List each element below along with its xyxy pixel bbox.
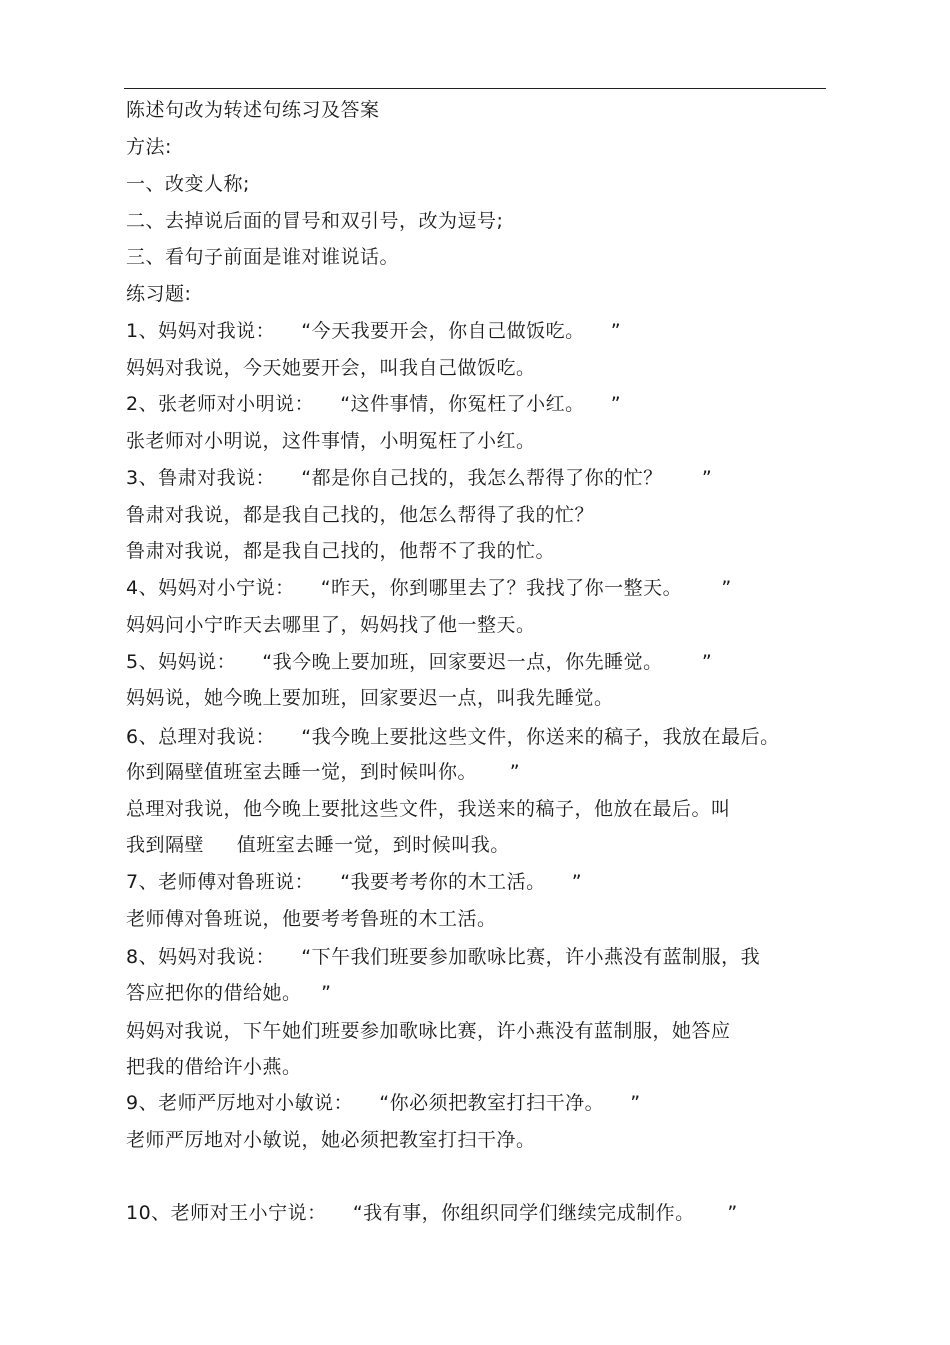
exercise-answer: 老师严厉地对小敏说，她必须把教室打扫干净。 — [126, 1129, 536, 1151]
exercise-answer: 总理对我说，他今晚上要批这些文件，我送来的稿子，他放在最后。叫 — [126, 798, 731, 820]
exercise-question: 4、妈妈对小宁说： “昨天，你到哪里去了？我找了你一整天。 ” — [126, 577, 732, 599]
method-step: 一、改变人称; — [126, 173, 250, 195]
exercise-question: 5、妈妈说： “我今晚上要加班，回家要迟一点，你先睡觉。 ” — [126, 651, 713, 673]
exercise-question: 2、张老师对小明说： “这件事情，你冤枉了小红。 ” — [126, 393, 622, 415]
exercise-answer: 妈妈说，她今晚上要加班，回家要迟一点，叫我先睡觉。 — [126, 687, 614, 709]
exercise-answer: 妈妈对我说，下午她们班要参加歌咏比赛，许小燕没有蓝制服，她答应 — [126, 1020, 731, 1042]
exercise-question-continued: 你到隔壁值班室去睡一觉，到时候叫你。 ” — [126, 761, 521, 783]
exercise-answer-continued: 我到隔壁 值班室去睡一觉，到时候叫我。 — [126, 834, 510, 856]
exercise-heading: 练习题: — [126, 283, 192, 305]
exercise-question: 6、总理对我说： “我今晚上要批这些文件，你送来的稿子，我放在最后。 — [126, 726, 780, 748]
exercise-question: 9、老师严厉地对小敏说： “你必须把教室打扫干净。 ” — [126, 1092, 641, 1114]
exercise-question: 7、老师傅对鲁班说： “我要考考你的木工活。 ” — [126, 871, 583, 893]
exercise-answer: 妈妈问小宁昨天去哪里了，妈妈找了他一整天。 — [126, 614, 536, 636]
exercise-question: 1、妈妈对我说： “今天我要开会，你自己做饭吃。 ” — [126, 320, 622, 342]
exercise-answer: 妈妈对我说，今天她要开会，叫我自己做饭吃。 — [126, 357, 536, 379]
exercise-question: 3、鲁肃对我说： “都是你自己找的，我怎么帮得了你的忙？ ” — [126, 467, 713, 489]
exercise-answer: 鲁肃对我说，都是我自己找的，他帮不了我的忙。 — [126, 540, 556, 562]
method-step: 三、看句子前面是谁对谁说话。 — [126, 246, 400, 268]
method-heading: 方法: — [126, 136, 172, 158]
exercise-answer-continued: 把我的借给许小燕。 — [126, 1056, 302, 1078]
method-step: 二、去掉说后面的冒号和双引号，改为逗号; — [126, 210, 504, 232]
exercise-answer: 鲁肃对我说，都是我自己找的，他怎么帮得了我的忙？ — [126, 504, 595, 526]
exercise-question: 10、老师对王小宁说： “我有事，你组织同学们继续完成制作。 ” — [126, 1202, 738, 1224]
exercise-question-continued: 答应把你的借给她。 ” — [126, 982, 332, 1004]
exercise-answer: 老师傅对鲁班说，他要考考鲁班的木工活。 — [126, 908, 497, 930]
header-rule — [124, 88, 826, 89]
exercise-question: 8、妈妈对我说： “下午我们班要参加歌咏比赛，许小燕没有蓝制服，我 — [126, 946, 761, 968]
document-title: 陈述句改为转述句练习及答案 — [126, 99, 380, 121]
exercise-answer: 张老师对小明说，这件事情，小明冤枉了小红。 — [126, 430, 536, 452]
